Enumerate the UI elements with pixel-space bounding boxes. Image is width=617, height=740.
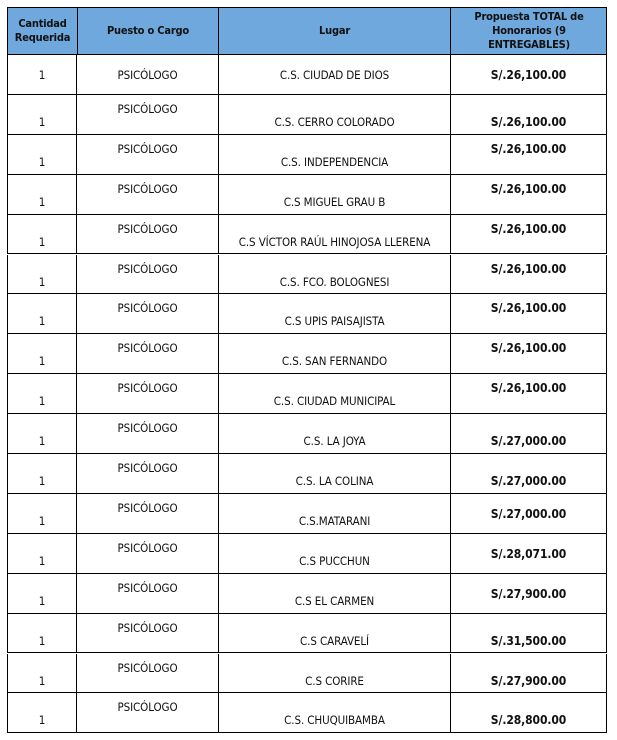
cell-puesto: [77, 494, 219, 533]
cell-propuesta-text: S/.27,000.00: [490, 506, 567, 521]
cell-propuesta: [451, 614, 606, 653]
cell-cantidad: [8, 654, 77, 693]
cell-propuesta: [451, 693, 606, 732]
cell-puesto: [77, 294, 219, 333]
cell-lugar: [219, 414, 451, 453]
cell-cantidad-text: 1: [38, 154, 46, 169]
header-cantidad-requerida: [8, 8, 78, 54]
cell-lugar: [219, 175, 451, 214]
cell-lugar-text: C.S. LA JOYA: [303, 434, 366, 449]
cell-puesto-text: PSICÓLOGO: [117, 580, 178, 595]
cell-lugar: [219, 574, 451, 613]
cell-propuesta-text: S/.26,100.00: [490, 301, 567, 316]
cell-lugar: [219, 534, 451, 573]
cell-puesto-text: PSICÓLOGO: [117, 700, 178, 715]
table-row: [7, 215, 607, 255]
cell-propuesta-text: S/.27,000.00: [490, 474, 567, 488]
cell-puesto: [77, 255, 219, 294]
cell-lugar-text: C.S EL CARMEN: [294, 593, 375, 608]
cell-puesto: [77, 374, 219, 413]
cell-propuesta-text: S/.27,900.00: [490, 586, 567, 601]
cell-propuesta: [451, 334, 606, 373]
cell-puesto: [77, 135, 219, 174]
cell-propuesta: [451, 294, 606, 333]
cell-propuesta-text: S/.26,100.00: [490, 68, 567, 82]
cell-lugar-text: C.S.MATARANI: [298, 513, 371, 528]
cell-cantidad: [8, 693, 77, 732]
cell-lugar-text: C.S. SAN FERNANDO: [281, 354, 388, 369]
header-propuesta-line1: Propuesta TOTAL de: [474, 10, 584, 23]
cell-lugar-text: C.S VÍCTOR RAÚL HINOJOSA LLERENA: [238, 234, 431, 249]
cell-propuesta: [451, 55, 606, 94]
cell-lugar-text: C.S. FCO. BOLOGNESI: [279, 274, 390, 289]
cell-cantidad-text: 1: [38, 394, 46, 409]
cell-propuesta-text: S/.26,100.00: [490, 221, 567, 236]
cell-puesto: [77, 55, 219, 94]
cell-lugar: [219, 55, 451, 94]
cell-cantidad-text: 1: [38, 68, 46, 82]
table-row: [7, 135, 607, 175]
cell-lugar-text: C.S. INDEPENDENCIA: [280, 154, 389, 169]
header-lugar: [219, 8, 451, 54]
cell-cantidad-text: 1: [38, 274, 46, 289]
cell-cantidad: [8, 255, 77, 294]
cell-propuesta: [451, 574, 606, 613]
cell-propuesta-text: S/.26,100.00: [490, 141, 567, 156]
cell-puesto-text: PSICÓLOGO: [117, 540, 178, 555]
header-propuesta-total: [451, 8, 607, 54]
cell-puesto-text: PSICÓLOGO: [117, 221, 178, 236]
cell-puesto: [77, 95, 219, 134]
cell-cantidad-text: 1: [38, 314, 46, 329]
cell-lugar: [219, 654, 451, 693]
cell-puesto: [77, 574, 219, 613]
table-row: [7, 55, 607, 95]
header-cantidad-line1: Cantidad: [18, 17, 67, 30]
cell-lugar: [219, 135, 451, 174]
table-row: [7, 414, 607, 454]
cell-puesto: [77, 614, 219, 653]
cell-lugar-text: C.S CARAVELÍ: [300, 633, 369, 648]
cell-puesto-text: PSICÓLOGO: [117, 620, 178, 635]
cell-propuesta-text: S/.26,100.00: [490, 341, 567, 356]
cell-puesto-text: PSICÓLOGO: [117, 141, 178, 156]
cell-propuesta: [451, 95, 606, 134]
cell-lugar-text: C.S. CHUQUIBAMBA: [284, 713, 385, 728]
cell-cantidad-text: 1: [38, 114, 46, 129]
cell-lugar: [219, 215, 451, 254]
cell-cantidad: [8, 574, 77, 613]
cell-lugar: [219, 494, 451, 533]
cell-propuesta-text: S/.26,100.00: [490, 381, 567, 396]
cell-propuesta: [451, 175, 606, 214]
table-row: [7, 574, 607, 614]
cell-lugar: [219, 255, 451, 294]
cell-propuesta: [451, 135, 606, 174]
cell-lugar-text: C.S. CIUDAD MUNICIPAL: [273, 394, 396, 409]
cell-puesto: [77, 693, 219, 732]
cell-propuesta-text: S/.27,000.00: [490, 434, 567, 449]
cell-lugar-text: C.S CORIRE: [305, 673, 364, 688]
cell-lugar: [219, 294, 451, 333]
table-row: [7, 294, 607, 334]
cell-cantidad: [8, 55, 77, 94]
cell-lugar: [219, 374, 451, 413]
cell-cantidad-text: 1: [38, 633, 46, 648]
cell-propuesta: [451, 654, 606, 693]
cell-propuesta-text: S/.28,071.00: [490, 546, 567, 561]
cell-puesto-text: PSICÓLOGO: [117, 660, 178, 675]
table-row: [7, 95, 607, 135]
cell-puesto: [77, 334, 219, 373]
cell-puesto: [77, 414, 219, 453]
table-row: [7, 693, 607, 733]
cell-propuesta-text: S/.26,100.00: [490, 114, 567, 129]
cell-lugar-text: C.S PUCCHUN: [299, 553, 370, 568]
table-row: [7, 175, 607, 215]
cell-cantidad: [8, 374, 77, 413]
table-row: [7, 534, 607, 574]
cell-lugar-text: C.S UPIS PAISAJISTA: [284, 314, 385, 329]
cell-cantidad: [8, 215, 77, 254]
cell-lugar: [219, 454, 451, 493]
cell-puesto-text: PSICÓLOGO: [117, 421, 178, 436]
cell-lugar: [219, 334, 451, 373]
cell-propuesta: [451, 215, 606, 254]
cell-cantidad-text: 1: [38, 434, 46, 449]
cell-puesto-text: PSICÓLOGO: [117, 500, 178, 515]
cell-puesto-text: PSICÓLOGO: [117, 68, 178, 82]
table-row: [7, 334, 607, 374]
cell-propuesta-text: S/.26,100.00: [490, 181, 567, 196]
cell-puesto: [77, 534, 219, 573]
cell-puesto-text: PSICÓLOGO: [117, 301, 178, 316]
cell-cantidad: [8, 494, 77, 533]
cell-cantidad: [8, 534, 77, 573]
cell-puesto: [77, 215, 219, 254]
table-row: [7, 374, 607, 414]
cell-propuesta: [451, 255, 606, 294]
cell-puesto-text: PSICÓLOGO: [117, 381, 178, 396]
cell-propuesta: [451, 414, 606, 453]
cell-puesto-text: PSICÓLOGO: [117, 341, 178, 356]
table-row: [7, 654, 607, 694]
cell-lugar: [219, 693, 451, 732]
header-propuesta-line2: Honorarios (9 ENTREGABLES): [488, 24, 570, 51]
cell-lugar: [219, 614, 451, 653]
cell-cantidad: [8, 135, 77, 174]
cell-cantidad-text: 1: [38, 593, 46, 608]
cell-puesto-text: PSICÓLOGO: [117, 461, 178, 475]
cell-cantidad-text: 1: [38, 474, 46, 488]
cell-cantidad: [8, 95, 77, 134]
cell-propuesta-text: S/.31,500.00: [490, 633, 567, 648]
cell-puesto: [77, 654, 219, 693]
table-header: [7, 7, 607, 55]
cell-cantidad-text: 1: [38, 194, 46, 209]
cell-cantidad-text: 1: [38, 354, 46, 369]
cell-propuesta-text: S/.28,800.00: [490, 713, 567, 728]
header-puesto-label: Puesto o Cargo: [106, 24, 190, 37]
cell-puesto: [77, 175, 219, 214]
header-puesto-o-cargo: [78, 8, 219, 54]
cell-propuesta: [451, 454, 606, 493]
table-row: [7, 454, 607, 494]
cell-lugar-text: C.S. CIUDAD DE DIOS: [279, 68, 390, 82]
table-row: [7, 255, 607, 295]
cell-cantidad: [8, 414, 77, 453]
cell-propuesta-text: S/.26,100.00: [490, 261, 567, 276]
cell-puesto-text: PSICÓLOGO: [117, 261, 178, 276]
fees-table: [7, 7, 607, 733]
cell-cantidad-text: 1: [38, 553, 46, 568]
cell-cantidad-text: 1: [38, 713, 46, 728]
cell-puesto: [77, 454, 219, 493]
cell-propuesta: [451, 494, 606, 533]
cell-lugar-text: C.S MIGUEL GRAU B: [283, 194, 386, 209]
cell-cantidad: [8, 334, 77, 373]
cell-cantidad: [8, 294, 77, 333]
header-lugar-label: Lugar: [319, 24, 350, 37]
cell-propuesta: [451, 534, 606, 573]
cell-lugar-text: C.S. CERRO COLORADO: [274, 114, 395, 129]
cell-cantidad-text: 1: [38, 513, 46, 528]
cell-cantidad-text: 1: [38, 234, 46, 249]
cell-lugar: [219, 95, 451, 134]
table-row: [7, 614, 607, 654]
cell-cantidad: [8, 454, 77, 493]
header-cantidad-line2: Requerida: [14, 31, 71, 44]
cell-propuesta: [451, 374, 606, 413]
cell-lugar-text: C.S. LA COLINA: [295, 474, 374, 488]
cell-propuesta-text: S/.27,900.00: [490, 673, 567, 688]
cell-cantidad: [8, 614, 77, 653]
cell-puesto-text: PSICÓLOGO: [117, 181, 178, 196]
cell-puesto-text: PSICÓLOGO: [117, 101, 178, 116]
table-row: [7, 494, 607, 534]
cell-cantidad: [8, 175, 77, 214]
cell-cantidad-text: 1: [38, 673, 46, 688]
